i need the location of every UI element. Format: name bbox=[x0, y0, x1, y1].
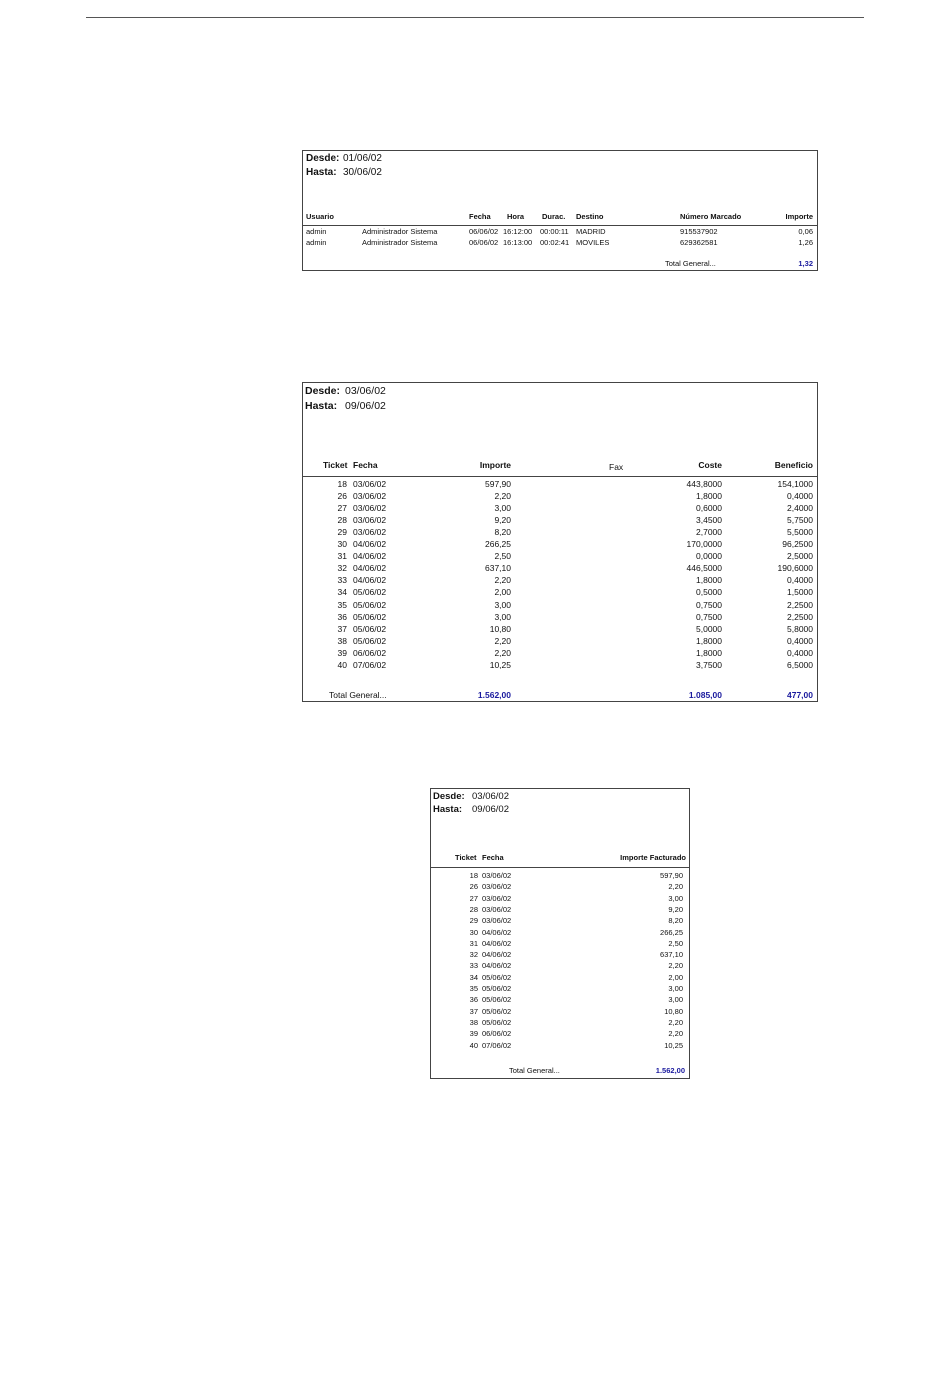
cell-ticket: 26 bbox=[469, 882, 478, 892]
cell-fecha: 03/06/02 bbox=[482, 904, 512, 914]
cell-importe: 2,20 bbox=[494, 575, 511, 586]
cell-ticket: 34 bbox=[337, 587, 347, 598]
cell-beneficio: 0,4000 bbox=[787, 491, 813, 502]
cell-importe: 2,50 bbox=[494, 551, 511, 562]
col-header-durac: Durac. bbox=[542, 212, 566, 221]
cell-importe: 2,20 bbox=[668, 961, 683, 971]
cell-ticket: 40 bbox=[337, 659, 347, 670]
total-label: Total General... bbox=[509, 1066, 560, 1075]
cell-fecha: 04/06/02 bbox=[482, 938, 512, 948]
cell-hora: 16:12:00 bbox=[503, 227, 533, 236]
cell-nombre: Administrador Sistema bbox=[362, 227, 438, 236]
cell-importe: 2,20 bbox=[494, 491, 511, 502]
cell-importe: 10,25 bbox=[664, 1040, 683, 1050]
cell-importe: 3,00 bbox=[494, 599, 511, 610]
call-detail-report bbox=[302, 150, 818, 271]
cell-importe: 2,00 bbox=[668, 972, 683, 982]
cell-coste: 446,5000 bbox=[686, 563, 722, 574]
col-header-beneficio: Beneficio bbox=[774, 460, 813, 470]
hasta-label: Hasta: bbox=[306, 167, 337, 178]
cell-importe: 2,20 bbox=[494, 647, 511, 658]
cell-ticket: 40 bbox=[469, 1040, 478, 1050]
cell-coste: 2,7000 bbox=[696, 527, 722, 538]
cell-coste: 443,8000 bbox=[686, 479, 722, 489]
cell-importe: 3,00 bbox=[494, 611, 511, 622]
cell-ticket: 32 bbox=[337, 563, 347, 574]
cell-ticket: 30 bbox=[469, 927, 478, 937]
cell-fecha: 05/06/02 bbox=[482, 1006, 512, 1016]
cell-importe: 637,10 bbox=[485, 563, 511, 574]
invoiced-report bbox=[430, 788, 690, 1079]
cell-beneficio: 2,2500 bbox=[787, 611, 813, 622]
cell-fecha: 05/06/02 bbox=[482, 1017, 512, 1027]
cell-fecha: 06/06/02 bbox=[469, 227, 499, 236]
cell-coste: 0,6000 bbox=[696, 503, 722, 514]
cell-coste: 5,0000 bbox=[696, 623, 722, 634]
col-header-numero-marcado: Número Marcado bbox=[680, 212, 742, 221]
cell-fecha: 04/06/02 bbox=[482, 927, 512, 937]
col-header-importe: Importe bbox=[785, 212, 813, 221]
cell-fecha: 07/06/02 bbox=[353, 659, 387, 670]
total-beneficio: 477,00 bbox=[787, 690, 813, 700]
cell-importe: 3,00 bbox=[668, 995, 683, 1005]
cell-fecha: 03/06/02 bbox=[482, 871, 512, 880]
hasta-value: 09/06/02 bbox=[472, 804, 509, 815]
desde-label: Desde: bbox=[306, 153, 340, 164]
cell-ticket: 27 bbox=[337, 503, 347, 514]
cell-importe: 266,25 bbox=[485, 539, 511, 550]
cell-fecha: 03/06/02 bbox=[353, 479, 387, 489]
desde-value: 03/06/02 bbox=[345, 385, 386, 397]
cell-fecha: 05/06/02 bbox=[482, 972, 512, 982]
ticket-cost-report bbox=[302, 382, 818, 702]
cell-ticket: 28 bbox=[337, 515, 347, 526]
cell-beneficio: 2,4000 bbox=[787, 503, 813, 514]
cell-importe: 597,90 bbox=[485, 479, 511, 489]
cell-ticket: 18 bbox=[337, 479, 347, 489]
hasta-label: Hasta: bbox=[433, 804, 463, 815]
col-header-importe: Importe bbox=[479, 460, 511, 470]
col-header-destino: Destino bbox=[576, 212, 604, 221]
cell-ticket: 35 bbox=[469, 984, 478, 993]
cell-ticket: 26 bbox=[337, 491, 347, 502]
cell-fecha: 03/06/02 bbox=[353, 491, 387, 502]
total-label: Total General... bbox=[665, 259, 716, 268]
col-header-hora: Hora bbox=[507, 212, 525, 221]
cell-fecha: 03/06/02 bbox=[353, 503, 387, 514]
cell-beneficio: 154,1000 bbox=[777, 479, 813, 489]
cell-ticket: 39 bbox=[337, 647, 347, 658]
cell-importe: 8,20 bbox=[668, 916, 683, 926]
cell-ticket: 29 bbox=[469, 916, 478, 926]
hasta-value: 30/06/02 bbox=[343, 167, 382, 178]
total-coste: 1.085,00 bbox=[688, 690, 722, 700]
total-importe: 1.562,00 bbox=[477, 690, 511, 700]
cell-beneficio: 5,8000 bbox=[787, 623, 813, 634]
desde-label: Desde: bbox=[305, 385, 341, 397]
cell-coste: 0,7500 bbox=[696, 599, 722, 610]
header-divider bbox=[431, 867, 689, 868]
cell-ticket: 37 bbox=[337, 623, 347, 634]
cell-importe: 3,00 bbox=[668, 893, 683, 903]
cell-importe: 10,25 bbox=[489, 659, 511, 670]
cell-fecha: 03/06/02 bbox=[353, 515, 387, 526]
cell-importe: 3,00 bbox=[494, 503, 511, 514]
cell-ticket: 35 bbox=[337, 599, 347, 610]
cell-destino: MOVILES bbox=[576, 238, 610, 247]
cell-coste: 3,4500 bbox=[696, 515, 722, 526]
cell-fecha: 03/06/02 bbox=[482, 916, 512, 926]
col-header-usuario: Usuario bbox=[306, 212, 334, 221]
cell-importe: 2,50 bbox=[668, 938, 683, 948]
cell-importe: 2,20 bbox=[494, 635, 511, 646]
cell-beneficio: 2,5000 bbox=[787, 551, 813, 562]
col-header-ticket: Ticket bbox=[323, 460, 348, 470]
hasta-label: Hasta: bbox=[305, 400, 338, 412]
cell-numero: 629362581 bbox=[680, 238, 718, 247]
cell-ticket: 36 bbox=[469, 995, 478, 1005]
cell-coste: 1,8000 bbox=[696, 647, 722, 658]
cell-fecha: 05/06/02 bbox=[353, 635, 387, 646]
cell-beneficio: 0,4000 bbox=[787, 635, 813, 646]
header-divider bbox=[303, 476, 817, 477]
cell-ticket: 31 bbox=[469, 938, 478, 948]
cell-beneficio: 96,2500 bbox=[782, 539, 813, 550]
cell-importe: 2,00 bbox=[494, 587, 511, 598]
cell-importe: 2,20 bbox=[668, 882, 683, 892]
col-header-coste: Coste bbox=[698, 460, 722, 470]
cell-beneficio: 190,6000 bbox=[777, 563, 813, 574]
cell-importe: 0,06 bbox=[798, 227, 813, 236]
cell-durac: 00:00:11 bbox=[540, 227, 569, 236]
header-divider bbox=[303, 225, 817, 226]
col-header-importe-facturado: Importe Facturado bbox=[620, 853, 686, 862]
cell-ticket: 18 bbox=[469, 871, 478, 880]
cell-coste: 0,0000 bbox=[696, 551, 722, 562]
cell-importe: 3,00 bbox=[668, 984, 683, 993]
cell-nombre: Administrador Sistema bbox=[362, 238, 438, 247]
total-value: 1,32 bbox=[798, 259, 813, 268]
cell-beneficio: 6,5000 bbox=[787, 659, 813, 670]
cell-fecha: 06/06/02 bbox=[482, 1029, 512, 1039]
cell-hora: 16:13:00 bbox=[503, 238, 533, 247]
desde-label: Desde: bbox=[433, 791, 465, 802]
cell-fecha: 05/06/02 bbox=[482, 995, 512, 1005]
cell-importe: 9,20 bbox=[668, 904, 683, 914]
cell-ticket: 38 bbox=[469, 1017, 478, 1027]
cell-ticket: 28 bbox=[469, 904, 478, 914]
cell-ticket: 31 bbox=[337, 551, 347, 562]
cell-fecha: 05/06/02 bbox=[353, 599, 387, 610]
cell-ticket: 33 bbox=[337, 575, 347, 586]
cell-ticket: 39 bbox=[469, 1029, 478, 1039]
col-header-fax: Fax bbox=[609, 462, 624, 472]
cell-coste: 1,8000 bbox=[696, 491, 722, 502]
cell-fecha: 03/06/02 bbox=[482, 893, 512, 903]
col-header-fecha: Fecha bbox=[353, 460, 378, 470]
cell-ticket: 36 bbox=[337, 611, 347, 622]
cell-ticket: 30 bbox=[337, 539, 347, 550]
desde-value: 03/06/02 bbox=[472, 791, 509, 802]
cell-ticket: 38 bbox=[337, 635, 347, 646]
cell-fecha: 03/06/02 bbox=[353, 527, 387, 538]
cell-fecha: 05/06/02 bbox=[353, 611, 387, 622]
total-label: Total General... bbox=[329, 690, 387, 700]
cell-fecha: 04/06/02 bbox=[353, 563, 387, 574]
cell-beneficio: 0,4000 bbox=[787, 575, 813, 586]
cell-importe: 266,25 bbox=[660, 927, 683, 937]
cell-beneficio: 2,2500 bbox=[787, 599, 813, 610]
cell-importe: 9,20 bbox=[494, 515, 511, 526]
cell-fecha: 05/06/02 bbox=[353, 587, 387, 598]
cell-coste: 1,8000 bbox=[696, 635, 722, 646]
cell-beneficio: 1,5000 bbox=[787, 587, 813, 598]
cell-coste: 1,8000 bbox=[696, 575, 722, 586]
cell-fecha: 04/06/02 bbox=[482, 950, 512, 960]
cell-usuario: admin bbox=[306, 227, 327, 236]
col-header-fecha: Fecha bbox=[469, 212, 491, 221]
cell-importe: 1,26 bbox=[798, 238, 813, 247]
cell-ticket: 34 bbox=[469, 972, 478, 982]
cell-fecha: 05/06/02 bbox=[353, 623, 387, 634]
cell-importe: 10,80 bbox=[489, 623, 511, 634]
cell-beneficio: 0,4000 bbox=[787, 647, 813, 658]
cell-coste: 0,7500 bbox=[696, 611, 722, 622]
col-header-ticket: Ticket bbox=[455, 853, 477, 862]
cell-coste: 0,5000 bbox=[696, 587, 722, 598]
cell-fecha: 04/06/02 bbox=[482, 961, 512, 971]
col-header-fecha: Fecha bbox=[482, 853, 504, 862]
cell-importe: 8,20 bbox=[494, 527, 511, 538]
cell-beneficio: 5,7500 bbox=[787, 515, 813, 526]
cell-fecha: 04/06/02 bbox=[353, 575, 387, 586]
cell-numero: 915537902 bbox=[680, 227, 718, 236]
cell-durac: 00:02:41 bbox=[540, 238, 570, 247]
cell-coste: 3,7500 bbox=[696, 659, 722, 670]
cell-usuario: admin bbox=[306, 238, 327, 247]
cell-fecha: 03/06/02 bbox=[482, 882, 512, 892]
cell-fecha: 05/06/02 bbox=[482, 984, 512, 993]
hasta-value: 09/06/02 bbox=[345, 400, 386, 412]
cell-ticket: 27 bbox=[469, 893, 478, 903]
cell-fecha: 04/06/02 bbox=[353, 539, 387, 550]
cell-fecha: 06/06/02 bbox=[353, 647, 387, 658]
cell-ticket: 33 bbox=[469, 961, 478, 971]
cell-importe: 597,90 bbox=[660, 871, 683, 880]
total-value: 1.562,00 bbox=[655, 1066, 685, 1075]
cell-fecha: 07/06/02 bbox=[482, 1040, 512, 1050]
cell-ticket: 32 bbox=[469, 950, 478, 960]
page-header-rule bbox=[86, 17, 864, 18]
cell-destino: MADRID bbox=[576, 227, 606, 236]
cell-importe: 2,20 bbox=[668, 1029, 683, 1039]
cell-importe: 637,10 bbox=[660, 950, 683, 960]
cell-importe: 10,80 bbox=[664, 1006, 683, 1016]
cell-ticket: 29 bbox=[337, 527, 347, 538]
cell-fecha: 06/06/02 bbox=[469, 238, 499, 247]
cell-ticket: 37 bbox=[469, 1006, 478, 1016]
cell-importe: 2,20 bbox=[668, 1017, 683, 1027]
cell-beneficio: 5,5000 bbox=[787, 527, 813, 538]
desde-value: 01/06/02 bbox=[343, 153, 382, 164]
cell-coste: 170,0000 bbox=[686, 539, 722, 550]
cell-fecha: 04/06/02 bbox=[353, 551, 387, 562]
